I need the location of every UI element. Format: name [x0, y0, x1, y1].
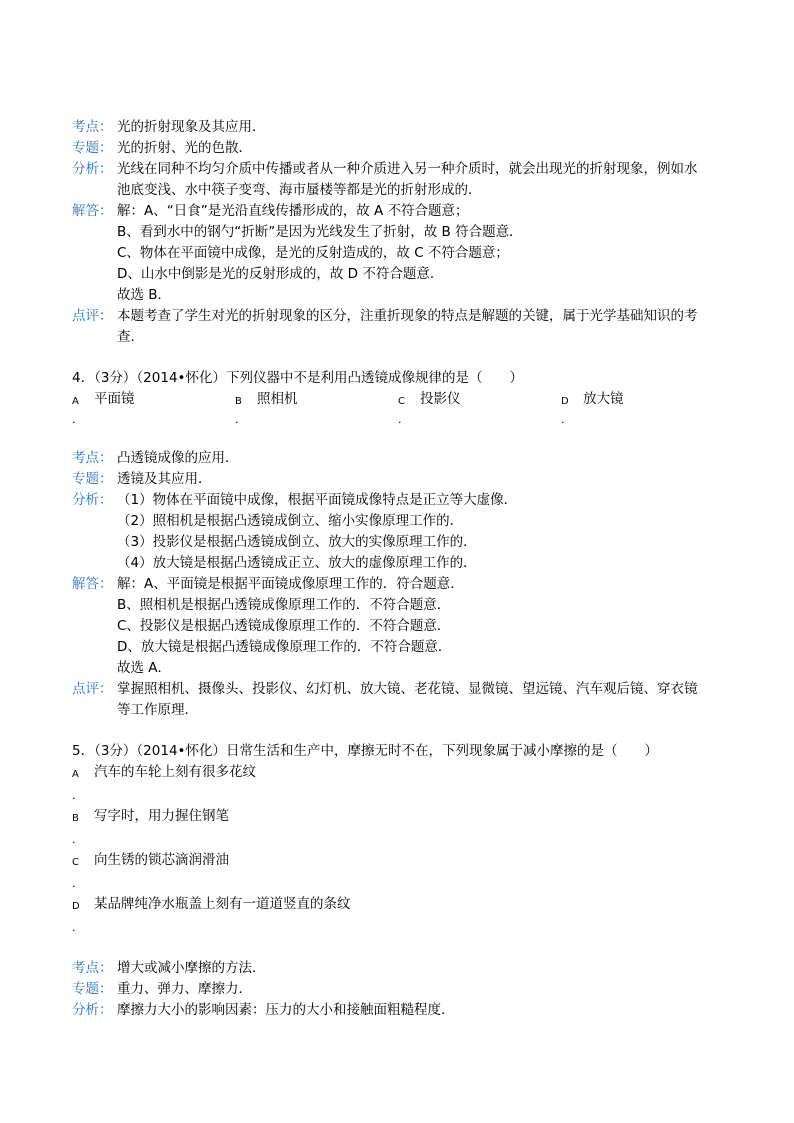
- kaodian-text: 光的折射现象及其应用．: [117, 119, 266, 135]
- option-dot: .: [72, 921, 76, 934]
- jieda-label: 解答：: [72, 203, 113, 219]
- kaodian-text: 增大或减小摩擦的方法．: [117, 960, 266, 976]
- dianping-line: 查．: [117, 329, 144, 345]
- option-dots: [72, 412, 732, 428]
- fenxi-row: [72, 159, 732, 201]
- kaodian-row: [72, 958, 732, 979]
- option-letter: D: [72, 901, 80, 912]
- jieda-line: B、看到水中的钢勺“折断”是因为光线发生了折射，故 B 符合题意．: [117, 224, 523, 240]
- option-letter: A: [72, 396, 79, 407]
- kaodian-label: 考点：: [72, 450, 113, 466]
- fenxi-line: 光线在同种不均匀介质中传播或者从一种介质进入另一种介质时，就会出现光的折射现象，例如水: [117, 161, 698, 177]
- jieda-line: D、放大镜是根据凸透镜成像原理工作的．不符合题意．: [117, 639, 452, 655]
- option-text: 某品牌纯净水瓶盖上刻有一道道竖直的条纹: [94, 896, 351, 912]
- option-letter: B: [235, 396, 242, 407]
- dianping-row: [72, 306, 732, 348]
- option-text: 投影仪: [420, 391, 461, 407]
- fenxi-label: 分析：: [72, 492, 113, 508]
- option-d[interactable]: [561, 389, 724, 412]
- jieda-line: C、物体在平面镜中成像，是光的反射造成的，故 C 不符合题意；: [117, 245, 509, 261]
- option-letter: D: [561, 396, 569, 407]
- option-dot: .: [72, 413, 76, 426]
- dianping-line: 掌握照相机、摄像头、投影仪、幻灯机、放大镜、老花镜、显微镜、望远镜、汽车观后镜、穿衣镜: [117, 681, 698, 697]
- fenxi-line: （1）物体在平面镜中成像，根据平面镜成像特点是正立等大虚像．: [117, 492, 518, 508]
- option-a[interactable]: [72, 389, 235, 412]
- kaodian-label: 考点：: [72, 119, 113, 135]
- zhuanti-label: 专题：: [72, 981, 113, 997]
- zhuanti-text: 透镜及其应用．: [117, 471, 212, 487]
- jieda-label: 解答：: [72, 576, 113, 592]
- option-letter: C: [398, 396, 405, 407]
- option-text: 汽车的车轮上刻有很多花纹: [94, 764, 256, 780]
- jieda-line: 解：A、“日食”是光沿直线传播形成的，故 A 不符合题意；: [117, 203, 469, 219]
- kaodian-row: [72, 448, 732, 469]
- option-text: 向生锈的锁芯滴润滑油: [94, 852, 229, 868]
- kaodian-row: [72, 117, 732, 138]
- option-dot: .: [561, 413, 565, 426]
- jieda-line: 故选 B．: [117, 287, 172, 303]
- option-dot: .: [72, 789, 76, 802]
- dianping-line: 本题考查了学生对光的折射现象的区分，注重折现象的特点是解题的关键，属于光学基础知识的考: [117, 308, 698, 324]
- option-text: 放大镜: [583, 391, 624, 407]
- option-d[interactable]: [72, 894, 732, 917]
- dianping-label: 点评：: [72, 681, 113, 697]
- fenxi-label: 分析：: [72, 161, 113, 177]
- option-dot: .: [398, 413, 402, 426]
- zhuanti-row: [72, 138, 732, 159]
- question-4-options: [72, 389, 732, 412]
- jieda-row: [72, 574, 732, 679]
- option-a[interactable]: [72, 762, 732, 785]
- jieda-row: [72, 201, 732, 306]
- option-letter: C: [72, 857, 79, 868]
- jieda-line: D、山水中倒影是光的反射形成的，故 D 不符合题意．: [117, 266, 444, 282]
- fenxi-row: [72, 1000, 732, 1021]
- zhuanti-row: [72, 469, 732, 490]
- option-dot: .: [72, 877, 76, 890]
- fenxi-line: （3）投影仪是根据凸透镜成倒立、放大的实像原理工作的．: [117, 534, 477, 550]
- option-text: 写字时，用力握住钢笔: [94, 808, 229, 824]
- option-b[interactable]: [72, 806, 732, 829]
- option-c[interactable]: [72, 850, 732, 873]
- option-text: 平面镜: [94, 391, 135, 407]
- document-page: [72, 117, 732, 1021]
- jieda-line: 解：A、平面镜是根据平面镜成像原理工作的．符合题意．: [117, 576, 464, 592]
- fenxi-line: （4）放大镜是根据凸透镜成正立、放大的虚像原理工作的．: [117, 555, 477, 571]
- zhuanti-text: 重力、弹力、摩擦力．: [117, 981, 252, 997]
- option-dot: .: [72, 833, 76, 846]
- dianping-row: [72, 679, 732, 721]
- kaodian-text: 凸透镜成像的应用．: [117, 450, 239, 466]
- option-letter: A: [72, 769, 79, 780]
- fenxi-line: （2）照相机是根据凸透镜成倒立、缩小实像原理工作的．: [117, 513, 464, 529]
- jieda-line: B、照相机是根据凸透镜成像原理工作的．不符合题意．: [117, 597, 451, 613]
- option-text: 照相机: [257, 391, 298, 407]
- jieda-line: 故选 A．: [117, 660, 172, 676]
- kaodian-label: 考点：: [72, 960, 113, 976]
- dianping-label: 点评：: [72, 308, 113, 324]
- zhuanti-text: 光的折射、光的色散．: [117, 140, 252, 156]
- zhuanti-label: 专题：: [72, 471, 113, 487]
- fenxi-line: 池底变浅、水中筷子变弯、海市蜃楼等都是光的折射形成的．: [117, 182, 482, 198]
- option-c[interactable]: [398, 389, 561, 412]
- fenxi-text: 摩擦力大小的影响因素：压力的大小和接触面粗糙程度．: [117, 1002, 455, 1018]
- fenxi-row: [72, 490, 732, 574]
- option-b[interactable]: [235, 389, 398, 412]
- zhuanti-row: [72, 979, 732, 1000]
- question-4-stem: 4．（3分）（2014•怀化）下列仪器中不是利用凸透镜成像规律的是（ ）: [72, 370, 523, 386]
- dianping-line: 等工作原理．: [117, 702, 198, 718]
- option-dot: .: [235, 413, 239, 426]
- zhuanti-label: 专题：: [72, 140, 113, 156]
- fenxi-label: 分析：: [72, 1002, 113, 1018]
- jieda-line: C、投影仪是根据凸透镜成像原理工作的．不符合题意．: [117, 618, 451, 634]
- option-letter: B: [72, 813, 79, 824]
- question-5-stem: 5．（3分）（2014•怀化）日常生活和生产中，摩擦无时不在，下列现象属于减小摩擦的是（ ）: [72, 743, 658, 759]
